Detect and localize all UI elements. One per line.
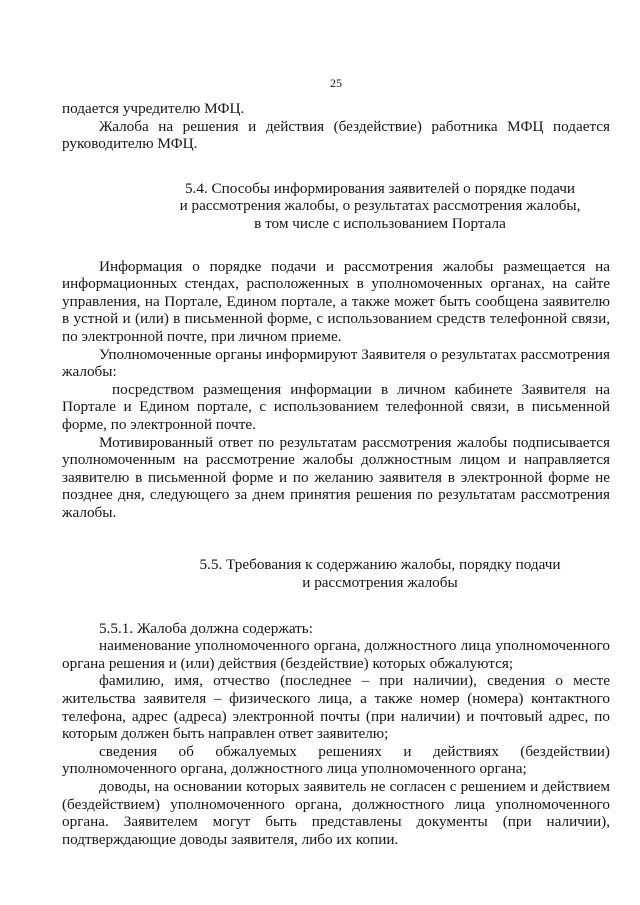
paragraph: наименование уполномоченного органа, должностного лица уполномоченного органа решения и (или) действия (бездействие) которых обжалуются; [62,637,610,672]
heading-line: и рассмотрения жалобы [302,574,458,592]
section-5-4-body [62,258,610,522]
section-5-5-body [62,620,610,849]
section-5-5-heading [62,556,610,591]
paragraph: посредством размещения информации в личном кабинете Заявителя на Портале и Едином портале, с использованием телефонной связи, в письменной форме, по электронной почте. [62,380,610,433]
paragraph: Мотивированный ответ по результатам рассмотрения жалобы подписывается уполномоченным на рассмотрение жалобы должностным лицом и направляется заявителю в письменной форме и по желанию заявителя в электронной форме не позднее дня, следующего за днем принятия решения по результатам рассмотрения жалобы. [62,433,610,521]
intro-line: подается учредителю МФЦ. [62,100,245,117]
document-body [62,100,610,848]
heading-line: 5.4. Способы информирования заявителей о порядке подачи [184,179,576,197]
heading-line: в том числе с использованием Портала [254,214,506,232]
heading-line: и рассмотрения жалобы, о результатах рассмотрения жалобы, [179,197,581,215]
paragraph: фамилию, имя, отчество (последнее – при наличии), сведения о месте жительства заявителя – физического лица, а также номер (номера) контактного телефона, адрес (адреса) электронной почты (при наличии) и почтовый адрес, по которым должен быть направлен ответ заявителю; [62,672,610,743]
paragraph: 5.5.1. Жалоба должна содержать: [99,619,313,637]
page-number: 25 [330,76,342,90]
paragraph: Уполномоченные органы информируют Заявителя о результатах рассмотрения жалобы: [62,345,610,381]
heading-line: 5.5. Требования к содержанию жалобы, порядку подачи [199,556,561,574]
paragraph: Информация о порядке подачи и рассмотрения жалобы размещается на информационных стендах, расположенных в уполномоченных органах, на сайте управления, на Портале, Едином портале, а также может быть сообщена заявителю в устной и (или) в письменной форме, с использованием средств телефонной связи, по электронной почте, при личном приеме. [62,257,610,345]
paragraph: доводы, на основании которых заявитель не согласен с решением и действием (бездействием) уполномоченного органа, должностного лица уполномоченного органа. Заявителем могут быть представлены документы (при наличии), подтверждающие доводы заявителя, либо их копии. [62,778,610,848]
intro-paragraph: Жалоба на решения и действия (бездействие) работника МФЦ подается руководителю МФЦ. [62,117,610,153]
section-5-4-heading [62,180,610,233]
paragraph: сведения об обжалуемых решениях и действиях (бездействии) уполномоченного органа, должностного лица уполномоченного органа; [62,742,610,778]
